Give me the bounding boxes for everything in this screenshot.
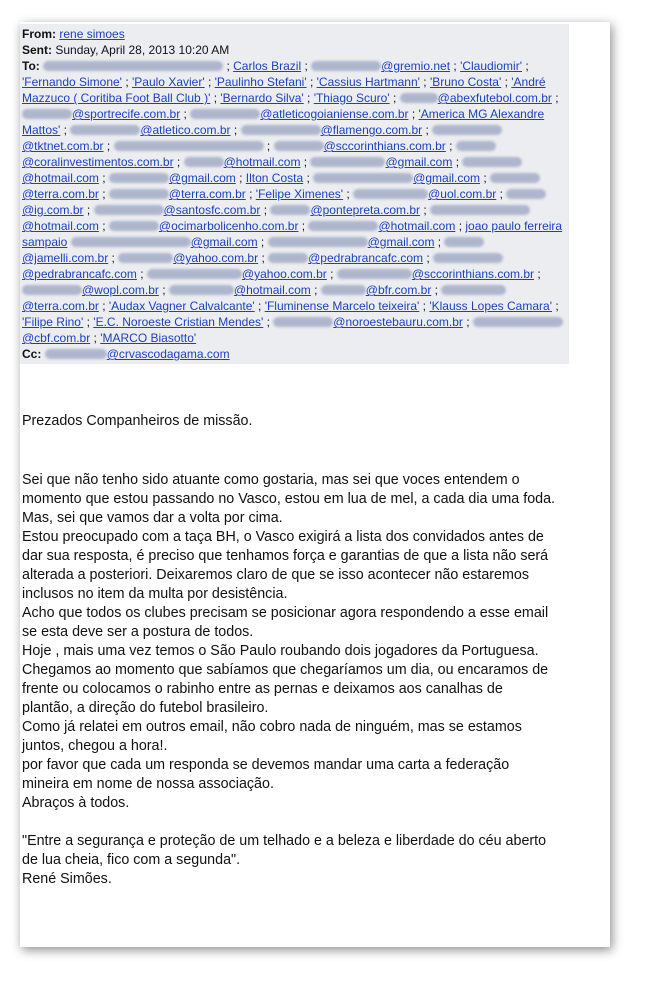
redacted-name (433, 253, 503, 263)
recipient-link[interactable]: 'Fluminense Marcelo teixeira' (264, 299, 420, 313)
recipient-link[interactable]: @uol.com.br (428, 187, 497, 201)
recipient-list[interactable]: ; Carlos Brazil ; @gremio.net ; 'Claudiomir' ; 'Fernando Simone' ; 'Paulo Xavier' ; 'Paulinho Stefani' ; 'Cassius Hartmann' ; 'Bruno Costa' ; 'André Mazzuco ( Coritiba Foot Ball Club )' ; 'Bernardo Silva' ; 'Thiago Scuro' ; @abexfutebol.com.br ; @sportrecife.com.br ; @atleticogoianiense.com.br ; 'America MG Alexandre Mattos' ; @atletico.com.br ; @flamengo.com.br ; @tktnet.com.br ; ; @sccorinthians.com.br ; @coralinvestimentos.com.br ; @hotmail.com ; @gmail.com ; @hotmail.com ; @gmail.com ; Ilton Costa ; @gmail.com ; @terra.com.br ; @terra.com.br ; 'Felipe Ximenes' ; @uol.com.br ; @ig.com.br ; @santosfc.com.br ; @pontepreta.com.br ; @hotmail.com ; @ocimarbolicenho.com.br ; @hotmail.com ; joao paulo ferreira sampaio @gmail.com ; @gmail.com ; @jamelli.com.br ; @yahoo.com.br ; @pedrabrancafc.com ; @pedrabrancafc.com ; @yahoo.com.br ; @sccorinthians.com.br ; @wopl.com.br ; @hotmail.com ; @bfr.com.br ; @terra.com.br ; 'Audax Vagner Calvalcante' ; 'Fluminense Marcelo teixeira' ; 'Klauss Lopes Camara' ; 'Filipe Rino' ; 'E.C. Noroeste Cristian Mendes' ; @noroestebauru.com.br ; @cbf.com.br ; 'MARCO Biasotto' (22, 59, 563, 345)
email-header (20, 24, 569, 364)
redacted-name (268, 253, 308, 263)
recipient-link[interactable]: @gmail.com (385, 155, 453, 169)
redacted-name (444, 237, 484, 247)
redacted-name (270, 205, 310, 215)
redacted-name (310, 157, 385, 167)
recipient-link[interactable]: 'Klauss Lopes Camara' (429, 299, 552, 313)
body-line: Acho que todos os clubes precisam se posicionar agora respondendo a esse email (22, 605, 549, 621)
recipient-link[interactable]: joao paulo ferreira sampaio (22, 219, 563, 249)
cc-recipient-link[interactable]: @crvascodagama.com (106, 347, 230, 361)
recipient-link[interactable]: @sccorinthians.com.br (323, 139, 446, 153)
recipient-link[interactable]: @sportrecife.com.br (72, 107, 181, 121)
body-line: por favor que cada um responda se devemos mandar uma carta a federação (22, 757, 510, 773)
recipient-link[interactable]: Carlos Brazil (233, 59, 302, 73)
redacted-name (456, 141, 496, 151)
redacted-name (308, 221, 378, 231)
redacted-name (337, 269, 412, 279)
recipient-link[interactable]: @gmail.com (413, 171, 481, 185)
greeting: Prezados Companheiros de missão. (22, 413, 253, 429)
redacted-name (109, 189, 169, 199)
recipient-link[interactable]: 'Paulo Xavier' (132, 75, 205, 89)
redacted-name (353, 189, 428, 199)
body-line: plantão, a direção do futebol brasileiro. (22, 700, 269, 716)
redacted-name (506, 189, 546, 199)
redacted-name (432, 125, 502, 135)
recipient-link[interactable]: 'André Mazzuco ( Coritiba Foot Ball Club )' (22, 75, 546, 105)
body-line: juntos, chegou a hora!. (22, 738, 168, 754)
recipient-link[interactable]: @noroestebauru.com.br (333, 315, 463, 329)
recipient-link[interactable]: 'Felipe Ximenes' (255, 187, 344, 201)
sent-row (22, 42, 567, 58)
email-body (22, 412, 582, 889)
recipient-link[interactable]: @hotmail.com (22, 171, 99, 185)
recipient-link[interactable]: @santosfc.com.br (163, 203, 261, 217)
body-line: mineira em nome de nossa associação. (22, 776, 274, 792)
redacted-name (400, 93, 438, 103)
redacted-name (274, 141, 324, 151)
redacted-name (22, 109, 72, 119)
recipient-link[interactable]: 'Thiago Scuro' (313, 91, 390, 105)
recipient-link[interactable]: @sccorinthians.com.br (411, 267, 535, 281)
redacted-name (184, 157, 224, 167)
recipient-link[interactable]: @hotmail.com (233, 283, 311, 297)
recipient-link[interactable]: 'Audax Vagner Calvalcante' (108, 299, 255, 313)
recipient-link[interactable]: @tktnet.com.br (22, 139, 104, 153)
recipient-link[interactable]: Ilton Costa (245, 171, 304, 185)
sent-date: Sunday, April 28, 2013 10:20 AM (55, 43, 230, 57)
recipient-link[interactable]: @coralinvestimentos.com.br (22, 155, 174, 169)
body-line: momento que estou passando no Vasco, estou em lua de mel, a cada dia uma foda. (22, 491, 556, 507)
body-line: Estou preocupado com a taça BH, o Vasco exigirá a lista dos convidados antes de (22, 529, 544, 545)
redacted-name (109, 221, 159, 231)
body-line: se esta deve ser a postura de todos. (22, 624, 254, 640)
from-label: From: (22, 27, 56, 41)
redacted-name (441, 285, 506, 295)
recipient-link[interactable]: @cbf.com.br (22, 331, 91, 345)
redacted-name (321, 285, 366, 295)
redacted-name (22, 285, 82, 295)
body-line: frente ou colocamos o rabinho entre as pernas e deixamos aos canalhas de (22, 681, 503, 697)
redacted-name (45, 349, 107, 359)
recipient-link[interactable]: @abexfutebol.com.br (437, 91, 552, 105)
redacted-name (462, 157, 522, 167)
recipient-link[interactable]: 'Cassius Hartmann' (316, 75, 420, 89)
recipient-link[interactable]: @atletico.com.br (140, 123, 231, 137)
recipient-link[interactable]: @hotmail.com (22, 219, 99, 233)
recipient-link[interactable]: 'Bruno Costa' (429, 75, 502, 89)
redacted-name (241, 125, 321, 135)
body-line: dar sua resposta, é preciso que tenhamos força e garantias de que a lista não será (22, 548, 549, 564)
recipient-link[interactable]: @gmail.com (190, 235, 258, 249)
body-line: Como já relatei em outros email, não cobro nada de ninguém, mas se estamos (22, 719, 522, 735)
redacted-name (311, 61, 381, 71)
redacted-name (94, 205, 164, 215)
recipient-link[interactable]: 'Claudiomir' (460, 59, 522, 73)
cc-row (22, 346, 567, 362)
body-line: inclusos no item da multa por desistência. (22, 586, 288, 602)
from-row (22, 26, 567, 42)
recipient-link[interactable]: @yahoo.com.br (241, 267, 327, 281)
recipient-link[interactable]: @yahoo.com.br (173, 251, 259, 265)
recipient-link[interactable]: 'MARCO Biasotto' (100, 331, 197, 345)
redacted-name (70, 125, 140, 135)
redacted-name (313, 173, 413, 183)
recipient-link[interactable]: @flamengo.com.br (320, 123, 423, 137)
recipient-link[interactable]: 'America MG Alexandre Mattos' (22, 107, 545, 137)
recipient-link[interactable]: @ig.com.br (22, 203, 84, 217)
cc-label: Cc: (22, 347, 42, 361)
redacted-name (118, 253, 173, 263)
body-line: Chegamos ao momento que sabíamos que chegaríamos um dia, ou encaramos de (22, 662, 549, 678)
recipient-link[interactable]: @wopl.com.br (82, 283, 159, 297)
redacted-name (473, 317, 563, 327)
recipient-link[interactable]: 'Bernardo Silva' (220, 91, 304, 105)
recipient-link[interactable]: @gmail.com (168, 171, 236, 185)
recipient-link[interactable]: @gremio.net (381, 59, 451, 73)
sent-label: Sent: (22, 43, 52, 57)
redacted-name (273, 317, 333, 327)
to-row (22, 58, 567, 346)
recipient-link[interactable]: @ocimarbolicenho.com.br (158, 219, 299, 233)
to-label: To: (22, 59, 40, 73)
redacted-name (43, 61, 223, 71)
body-line: alterada a posteriori. Deixaremos claro de que se isso acontecer não estaremos (22, 567, 530, 583)
recipient-link[interactable]: @gmail.com (367, 235, 435, 249)
recipient-link[interactable]: @hotmail.com (223, 155, 301, 169)
redacted-name (109, 173, 169, 183)
recipient-link[interactable]: @terra.com.br (168, 187, 246, 201)
recipient-link[interactable]: 'E.C. Noroeste Cristian Mendes' (93, 315, 264, 329)
recipient-link[interactable]: @jamelli.com.br (22, 251, 109, 265)
redacted-name (147, 269, 242, 279)
recipient-link[interactable]: 'Fernando Simone' (22, 75, 122, 89)
recipient-link[interactable]: @terra.com.br (22, 299, 99, 313)
recipient-link[interactable]: @pontepreta.com.br (310, 203, 421, 217)
recipient-link[interactable]: @bfr.com.br (365, 283, 432, 297)
recipient-link[interactable]: 'Paulinho Stefani' (214, 75, 307, 89)
closing-quote-line-2: de lua cheia, fico com a segunda". (22, 852, 241, 868)
redacted-name (190, 109, 260, 119)
signature: René Simões. (22, 871, 112, 887)
redacted-name (490, 173, 540, 183)
body-paragraphs (22, 471, 582, 813)
body-line: Sei que não tenho sido atuante como gostaria, mas sei que voces entendem o (22, 472, 520, 488)
body-line: Abraços à todos. (22, 795, 130, 811)
recipient-link[interactable]: @terra.com.br (22, 187, 99, 201)
recipient-link[interactable]: 'Filipe Rino' (22, 315, 84, 329)
closing-quote-line-1: "Entre a segurança e proteção de um telhado e a beleza e liberdade do céu aberto (22, 833, 547, 849)
body-line: Hoje , mais uma vez temos o São Paulo roubando dois jogadores da Portuguesa. (22, 643, 539, 659)
redacted-name (169, 285, 234, 295)
recipient-link[interactable]: @pedrabrancafc.com (22, 267, 137, 281)
recipient-link[interactable]: @pedrabrancafc.com (308, 251, 424, 265)
recipient-link[interactable]: @hotmail.com (378, 219, 456, 233)
recipient-link[interactable]: @atleticogoianiense.com.br (260, 107, 409, 121)
redacted-name (114, 141, 264, 151)
from-sender-link[interactable]: rene simoes (59, 27, 125, 41)
redacted-name (71, 237, 191, 247)
redacted-name (268, 237, 368, 247)
redacted-name (430, 205, 530, 215)
body-line: Mas, sei que vamos dar a volta por cima. (22, 510, 283, 526)
